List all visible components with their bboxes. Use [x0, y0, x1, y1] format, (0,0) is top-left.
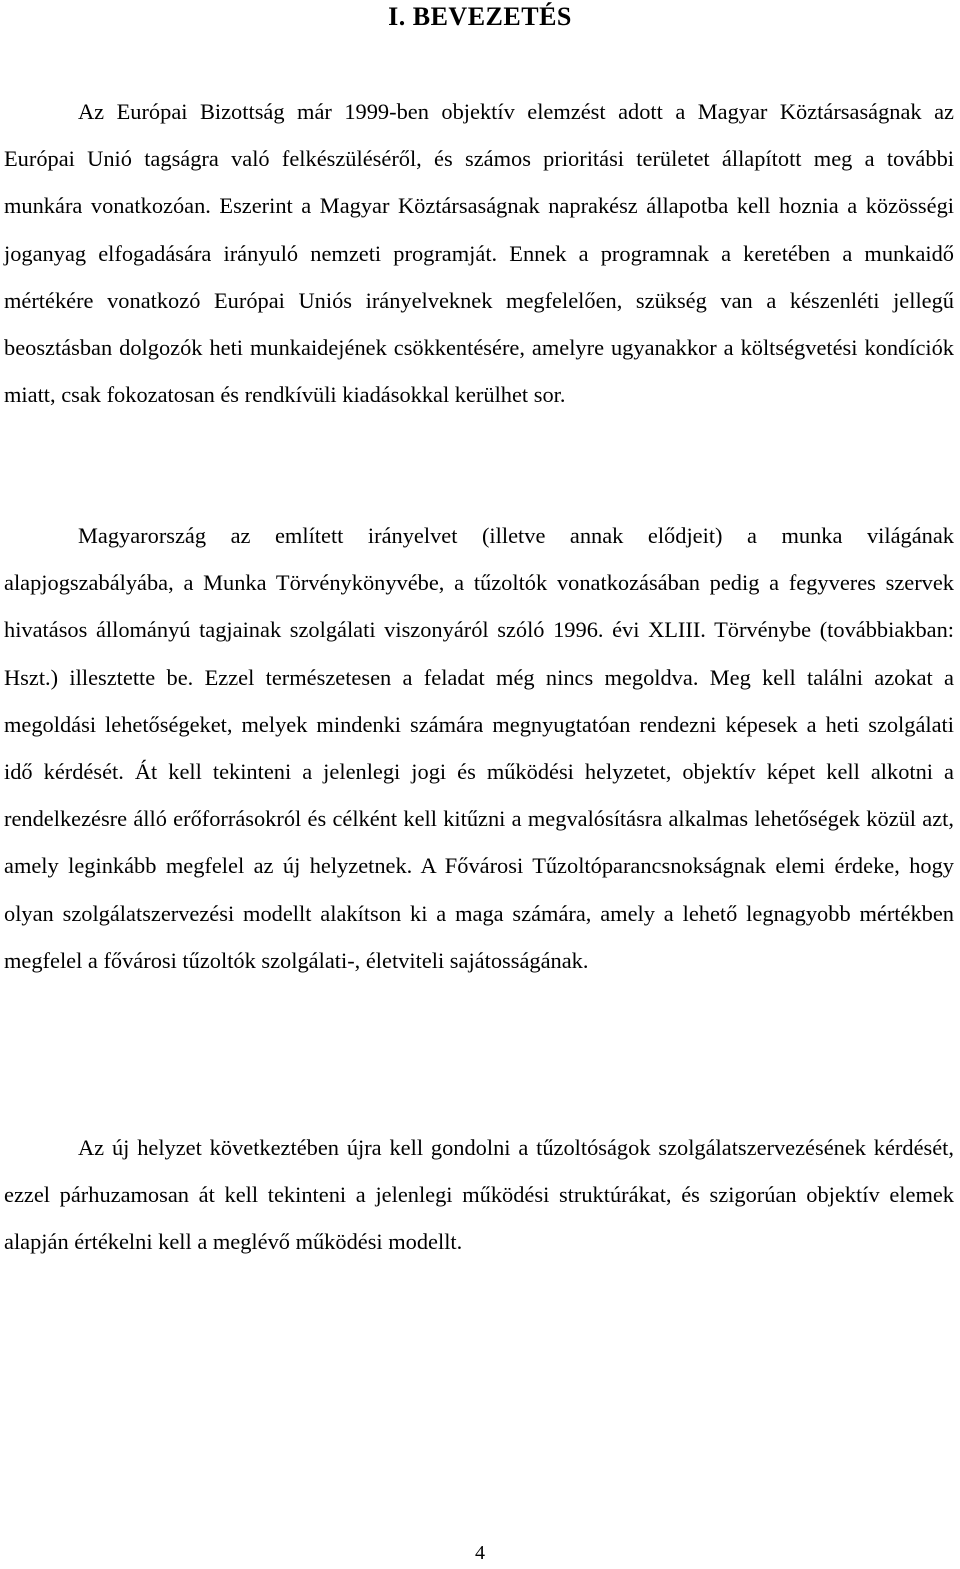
section-heading: I. BEVEZETÉS — [388, 2, 572, 31]
paragraph-introduction: Az Európai Bizottság már 1999-ben objektív elemzést adott a Magyar Köztársaságnak az Európai Unió tagságra való felkészüléséről, és számos prioritási területet állapított meg a további munkára vonatkozóan. Eszerint a Magyar Köztársaságnak naprakész állapotba kell hoznia a közösségi joganyag elfogadására irányuló nemzeti programját. Ennek a programnak a keretében a munkaidő mértékére vonatkozó Európai Uniós irányelveknek megfelelően, szükség van a készenléti jellegű beosztásban dolgozók heti munkaidejének csökkentésére, amelyre ugyanakkor a költségvetési kondíciók miatt, csak fokozatosan és rendkívüli kiadásokkal kerülhet sor. — [4, 99, 954, 408]
page-number: 4 — [475, 1542, 485, 1564]
paragraph-legislation: Magyarország az említett irányelvet (illetve annak elődjeit) a munka világának alapjogszabályába, a Munka Törvénykönyvébe, a tűzoltók vonatkozásában pedig a fegyveres szervek hivatásos állományú tagjainak szolgálati viszonyáról szóló 1996. évi XLIII. Törvénybe (továbbiakban: Hszt.) illesztette be. Ezzel természetesen a feladat még nincs megoldva. Meg kell találni azokat a megoldási lehetőségeket, melyek mindenki számára megnyugtatóan rendezni képesek a heti szolgálati idő kérdését. Át kell tekinteni a jelenlegi jogi és működési helyzetet, objektív képet kell alkotni a rendelkezésre álló erőforrásokról és célként kell kitűzni a megvalósításra alkalmas lehetőségek közül azt, amely leginkább megfelel az új helyzetnek. A Fővárosi Tűzoltóparancsnokságnak elemi érdeke, hogy olyan szolgálatszervezési modellt alakítson ki a maga számára, amely a lehető legnagyobb mértékben megfelel a fővárosi tűzoltók szolgálati-, életviteli sajátosságának. — [4, 523, 954, 973]
paragraph-new-situation: Az új helyzet következtében újra kell gondolni a tűzoltóságok szolgálatszervezésének kérdését, ezzel párhuzamosan át kell tekinteni a jelenlegi működési struktúrákat, és szigorúan objektív elemek alapján értékelni kell a meglévő működési modellt. — [4, 1135, 954, 1255]
